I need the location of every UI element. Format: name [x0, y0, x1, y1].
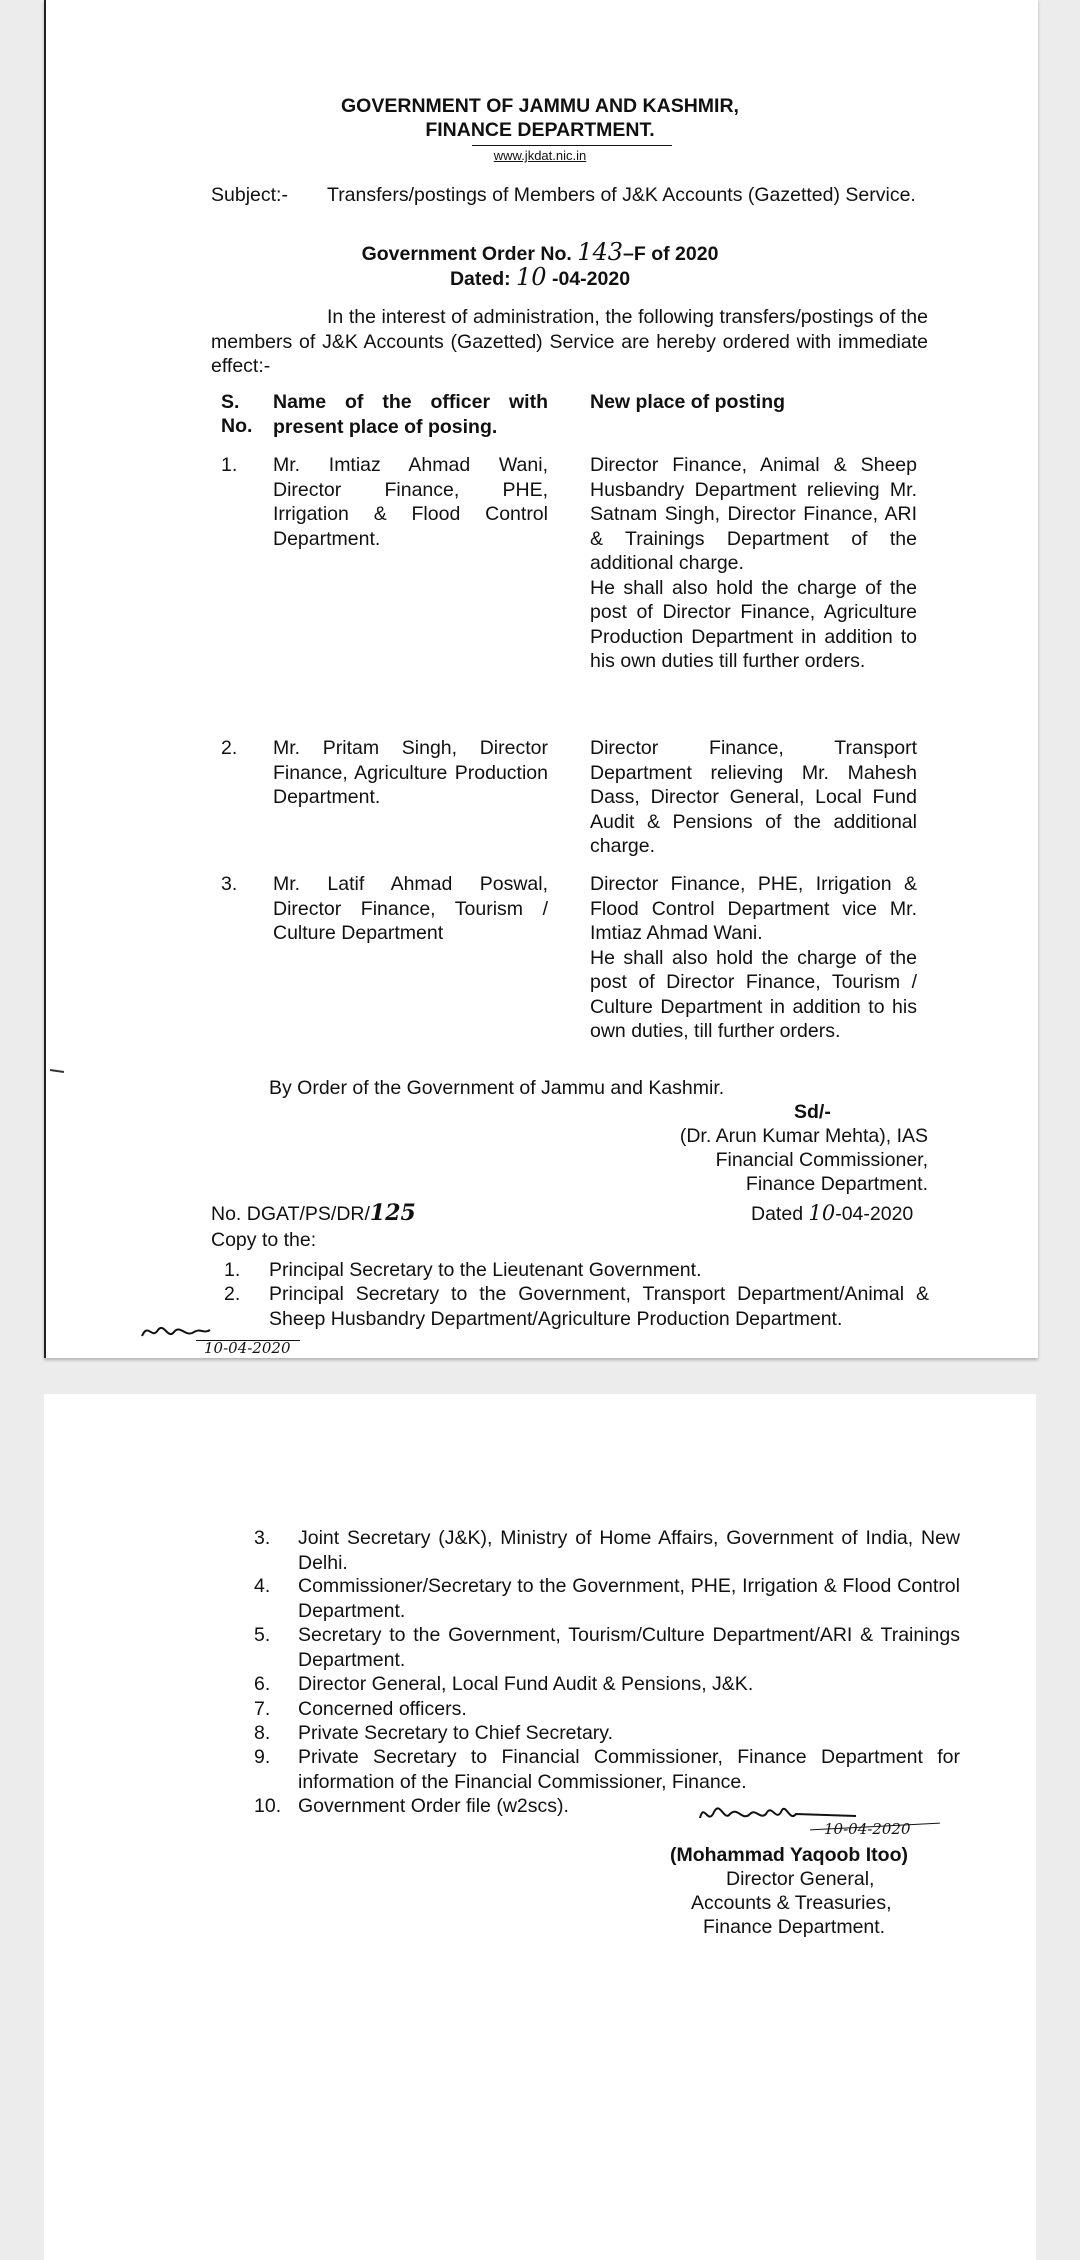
table-row-1-sno: 1.: [221, 454, 238, 476]
signatory-sd: Sd/-: [794, 1101, 831, 1123]
reference-day-handwritten: 10: [808, 1201, 836, 1225]
copy-6-text: Director General, Local Fund Audit & Pensions, J&K.: [298, 1673, 754, 1695]
reference-prefix: No. DGAT/PS/DR/: [211, 1203, 370, 1225]
table-row-2-name: Mr. Pritam Singh, Director Finance, Agriculture Production Department.: [273, 737, 548, 808]
page2-signatory-title: Director General,: [726, 1868, 875, 1890]
copy-4-text: Commissioner/Secretary to the Government, PHE, Irrigation & Flood Control Department.: [298, 1575, 960, 1622]
order-date-rest: -04-2020: [552, 268, 631, 290]
intro-paragraph: In the interest of administration, the following transfers/postings of the members of J&K Accounts (Gazetted) Service are hereby ordered with immediate effect:-: [211, 306, 928, 377]
copy-5-text: Secretary to the Government, Tourism/Culture Department/ARI & Trainings Department.: [298, 1624, 960, 1671]
table-header-sno-2: No.: [221, 415, 253, 437]
copy-1-text: Principal Secretary to the Lieutenant Government.: [269, 1259, 702, 1281]
copy-10-num: 10.: [254, 1795, 282, 1817]
order-suffix: –F of 2020: [623, 243, 719, 265]
reference-dated-label: Dated: [751, 1203, 804, 1225]
table-row-3-note: He shall also hold the charge of the post of Director Finance, Tourism / Culture Department in addition to his own duties, till further orders.: [590, 946, 917, 1042]
copy-9-text: Private Secretary to Financial Commissioner, Finance Department for information of the Financial Commissioner, Finance.: [298, 1746, 960, 1793]
order-dated-label: Dated:: [449, 268, 511, 290]
copy-to-label: Copy to the:: [211, 1229, 317, 1251]
page2-signatory-dept: Finance Department.: [703, 1916, 886, 1938]
copy-4-num: 4.: [254, 1575, 271, 1597]
reference-date-rest: -04-2020: [835, 1203, 914, 1225]
table-row-1-posting-text: Director Finance, Animal & Sheep Husbandry Department relieving Mr. Satnam Singh, Director Finance, ARI & Trainings Department of the additional charge.: [590, 454, 917, 574]
order-prefix: Government Order No.: [361, 243, 572, 265]
order-number-handwritten: 143: [577, 238, 624, 266]
copy-2-num: 2.: [224, 1283, 241, 1305]
copy-9-num: 9.: [254, 1746, 271, 1768]
copy-3-text: Joint Secretary (J&K), Ministry of Home Affairs, Government of India, New Delhi.: [298, 1527, 960, 1574]
copy-8-num: 8.: [254, 1722, 271, 1744]
table-row-1-name: Mr. Imtiaz Ahmad Wani, Director Finance, PHE, Irrigation & Flood Control Department.: [273, 454, 548, 550]
table-row-3-sno: 3.: [221, 873, 238, 895]
reference-number: [211, 1201, 416, 1227]
copy-7-num: 7.: [254, 1698, 271, 1720]
copy-3-num: 3.: [254, 1527, 271, 1549]
by-order-line: By Order of the Government of Jammu and Kashmir.: [269, 1077, 725, 1099]
reference-dated: [751, 1201, 913, 1227]
copy-6-num: 6.: [254, 1673, 271, 1695]
table-header-name: Name of the officer with present place of posing.: [273, 391, 548, 438]
table-row-1-note: He shall also hold the charge of the post of Director Finance, Agriculture Production Department in addition to his own duties till further orders.: [590, 576, 917, 672]
table-row-3-posting: [590, 872, 917, 1044]
page2-signatory-office: Accounts & Treasuries,: [691, 1892, 892, 1914]
subject-label: Subject:-: [211, 184, 288, 206]
table-row-3-name: Mr. Latif Ahmad Poswal, Director Finance, Tourism / Culture Department: [273, 873, 548, 944]
initials-date: 10-04-2020: [204, 1339, 291, 1357]
table-row-2-sno: 2.: [221, 737, 238, 759]
signatory-dept: Finance Department.: [745, 1173, 928, 1195]
copy-5-num: 5.: [254, 1624, 271, 1646]
table-header-sno-1: S.: [221, 391, 240, 413]
table-header-posting: New place of posting: [590, 391, 786, 413]
copy-2-text: Principal Secretary to the Government, Transport Department/Animal & Sheep Husbandry Department/Agriculture Production Department.: [269, 1283, 929, 1330]
header-website: www.jkdat.nic.in: [493, 148, 587, 163]
table-row-2-posting: Director Finance, Transport Department relieving Mr. Mahesh Dass, Director General, Local Fund Audit & Pensions of the additional charge.: [590, 737, 917, 857]
signatory-name: (Dr. Arun Kumar Mehta), IAS: [679, 1125, 928, 1147]
header-government: GOVERNMENT OF JAMMU AND KASHMIR,: [341, 95, 739, 117]
table-row-1-posting: [590, 453, 917, 674]
copy-8-text: Private Secretary to Chief Secretary.: [298, 1722, 614, 1744]
table-row-3-posting-text: Director Finance, PHE, Irrigation & Flood Control Department vice Mr. Imtiaz Ahmad Wani.: [590, 873, 917, 944]
signatory-title: Financial Commissioner,: [715, 1149, 928, 1171]
header-rule: [472, 145, 672, 146]
page2-signatory-name: (Mohammad Yaqoob Itoo): [670, 1844, 908, 1866]
copy-1-num: 1.: [224, 1259, 241, 1281]
order-dated: [0, 265, 1080, 292]
copy-7-text: Concerned officers.: [298, 1698, 467, 1720]
subject-text: Transfers/postings of Members of J&K Accounts (Gazetted) Service.: [327, 184, 916, 206]
header-department: FINANCE DEPARTMENT.: [425, 119, 655, 141]
copy-10-text: Government Order file (w2scs).: [298, 1795, 569, 1817]
reference-number-handwritten: 125: [369, 1200, 416, 1226]
signature-date: 10-04-2020: [824, 1820, 911, 1838]
order-day-handwritten: 10: [516, 263, 547, 291]
